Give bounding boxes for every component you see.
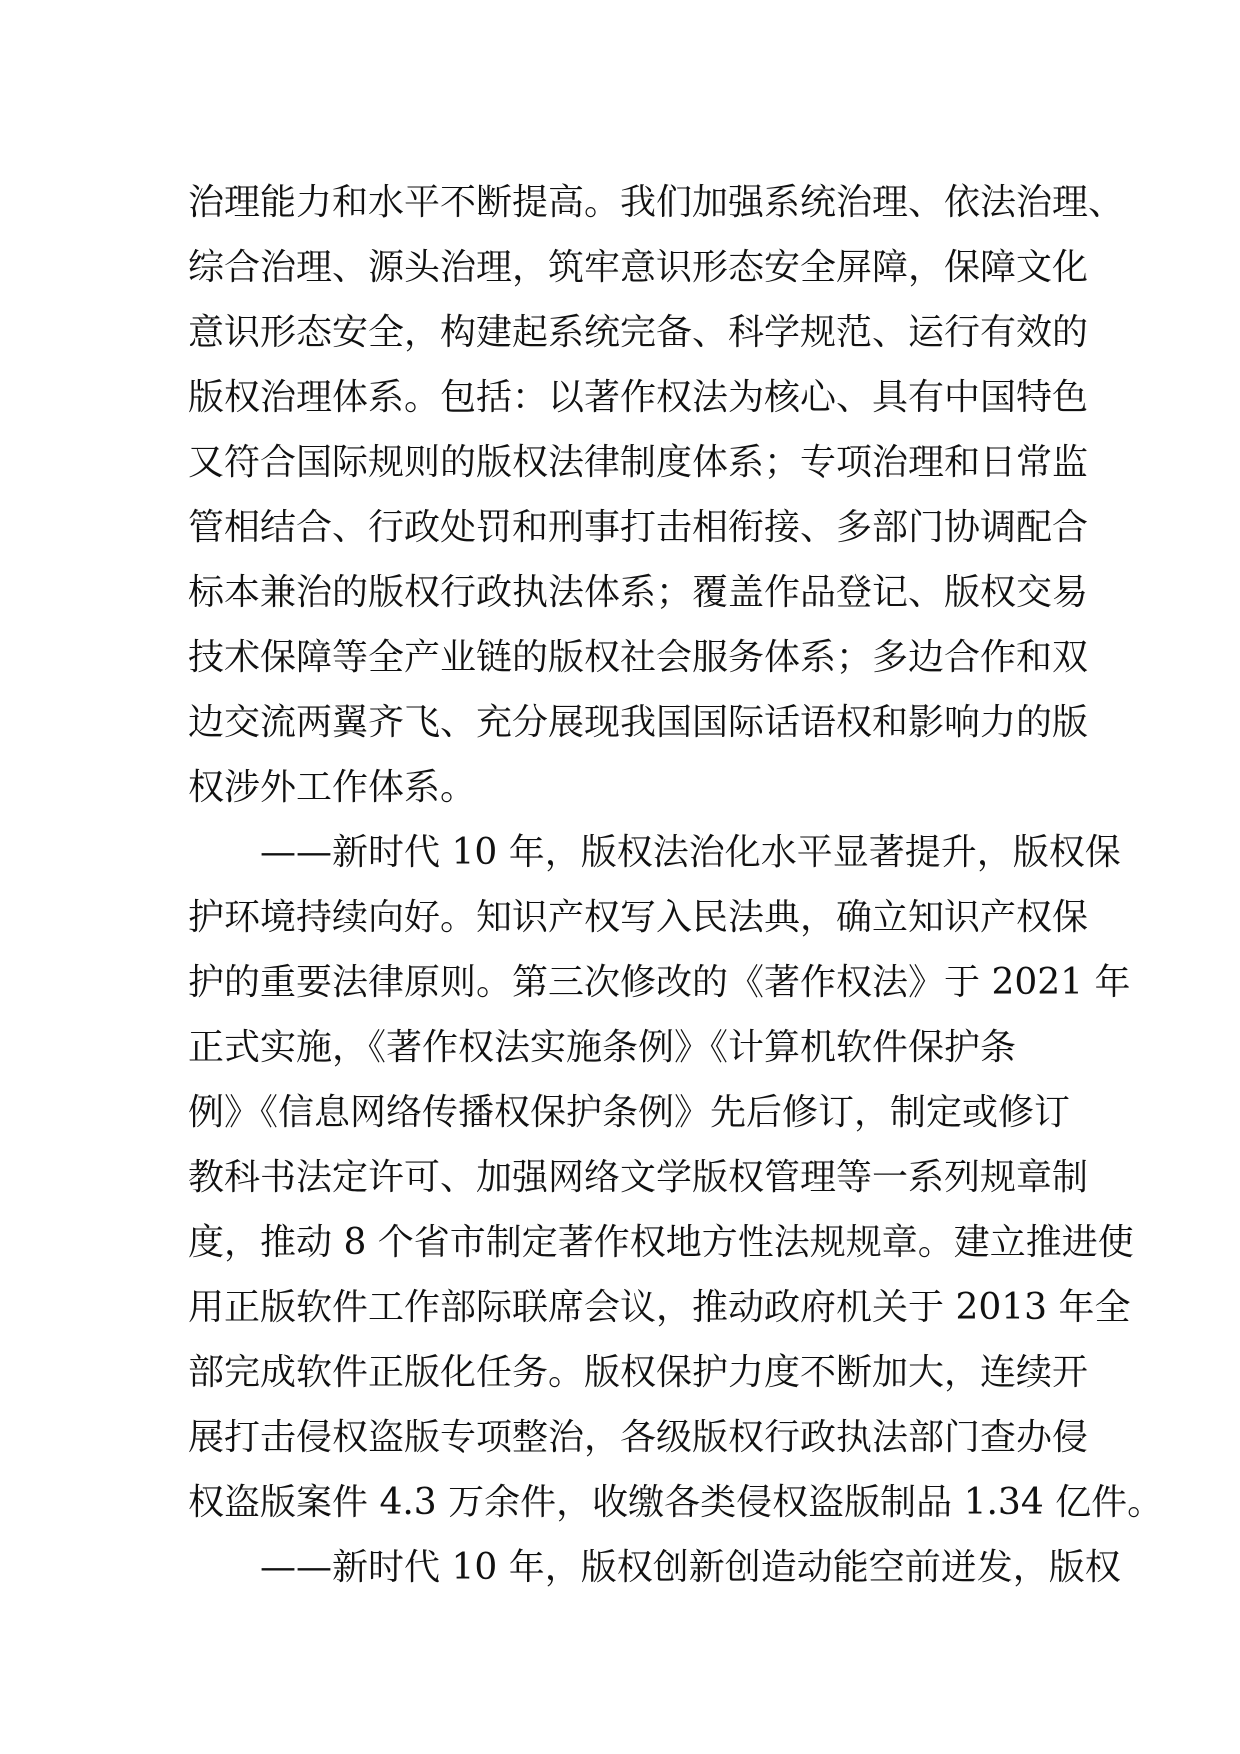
- body-text: [188, 170, 1164, 1600]
- paragraph-start-line: ——新时代 10 年，版权创新创造动能空前迸发，版权: [260, 1547, 1121, 1588]
- text-line: 用正版软件工作部际联席会议，推动政府机关于 2013 年全: [188, 1287, 1131, 1328]
- text-line: 护环境持续向好。知识产权写入民法典，确立知识产权保: [188, 897, 1089, 938]
- text-line: 正式实施，《著作权法实施条例》《计算机软件保护条: [188, 1027, 1017, 1068]
- text-line: 权涉外工作体系。: [188, 767, 477, 808]
- text-line: 部完成软件正版化任务。版权保护力度不断加大，连续开: [188, 1352, 1089, 1393]
- text-line: 综合治理、源头治理，筑牢意识形态安全屏障，保障文化: [188, 247, 1089, 288]
- text-line: 例》《信息网络传播权保护条例》先后修订，制定或修订: [188, 1092, 1071, 1133]
- text-line: 边交流两翼齐飞、充分展现我国国际话语权和影响力的版: [188, 702, 1089, 743]
- text-line: 度，推动 8 个省市制定著作权地方性法规规章。建立推进使: [188, 1222, 1134, 1263]
- text-line: 教科书法定许可、加强网络文学版权管理等一系列规章制: [188, 1157, 1089, 1198]
- text-line: 护的重要法律原则。第三次修改的《著作权法》于 2021 年: [188, 962, 1131, 1003]
- text-line: 标本兼治的版权行政执法体系；覆盖作品登记、版权交易: [188, 572, 1089, 613]
- paragraph-start-line: ——新时代 10 年，版权法治化水平显著提升，版权保: [260, 832, 1121, 873]
- text-line: 展打击侵权盗版专项整治，各级版权行政执法部门查办侵: [188, 1417, 1089, 1458]
- text-line: 又符合国际规则的版权法律制度体系；专项治理和日常监: [188, 442, 1089, 483]
- text-line: 权盗版案件 4.3 万余件，收缴各类侵权盗版制品 1.34 亿件。: [188, 1482, 1164, 1523]
- text-line: 技术保障等全产业链的版权社会服务体系；多边合作和双: [188, 637, 1089, 678]
- text-line: 管相结合、行政处罚和刑事打击相衔接、多部门协调配合: [188, 507, 1089, 548]
- text-line: 意识形态安全，构建起系统完备、科学规范、运行有效的: [188, 312, 1089, 353]
- text-line: 治理能力和水平不断提高。我们加强系统治理、依法治理、: [188, 182, 1125, 223]
- text-line: 版权治理体系。包括：以著作权法为核心、具有中国特色: [188, 377, 1089, 418]
